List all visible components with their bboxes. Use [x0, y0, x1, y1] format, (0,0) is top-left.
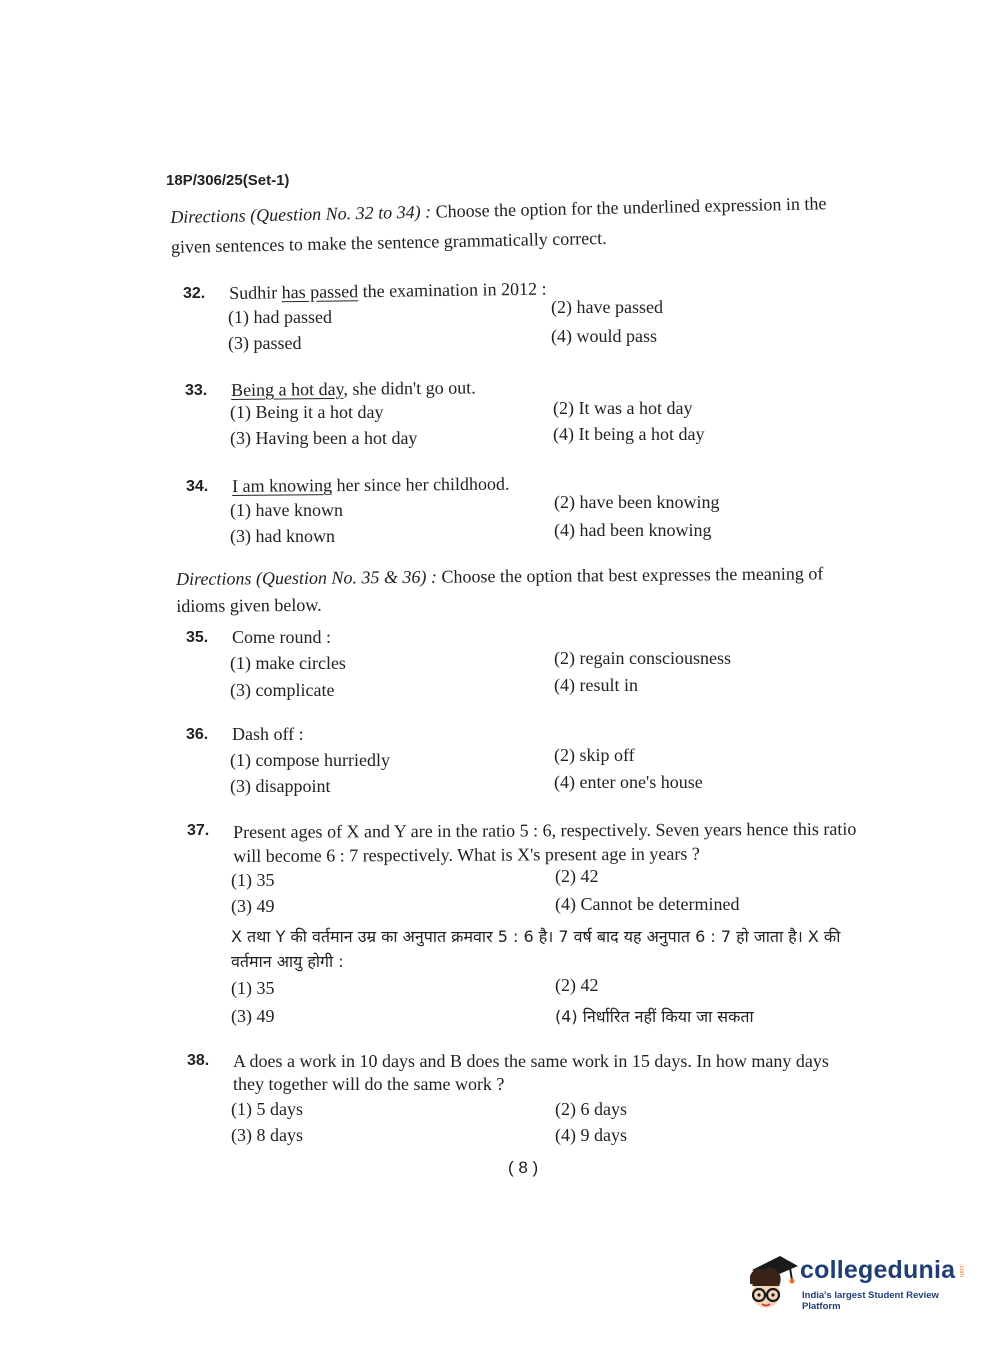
option-1: (1) compose hurriedly	[230, 750, 390, 770]
option-2: (2) regain consciousness	[554, 648, 731, 668]
logo-domain: .com	[958, 1264, 964, 1278]
question-text: Present ages of X and Y are in the ratio 5 : 6, respectively. Seven years hence this ratio will become 6 : 7 respectively. What is X's present age in years ?	[233, 818, 857, 866]
directions-text: Choose the option that best expresses the meaning of idioms given below.	[176, 563, 824, 616]
option-1: (1) 5 days	[231, 1099, 303, 1119]
option-4: (4) would pass	[551, 326, 657, 346]
question-number: 32.	[183, 285, 206, 302]
option-1: (1) 35	[231, 870, 275, 890]
option-3: (3) 49	[231, 896, 275, 916]
option-3: (3) disappoint	[230, 776, 331, 796]
option-4: (4) Cannot be determined	[555, 894, 740, 914]
question-text: I am knowing her since her childhood.	[232, 473, 510, 496]
question-number: 33.	[185, 382, 208, 399]
directions-35-36	[176, 560, 864, 620]
option-2: (2) It was a hot day	[553, 398, 693, 418]
option-4: (4) It being a hot day	[553, 424, 705, 444]
mascot-icon	[742, 1250, 798, 1314]
option-3: (3) Having been a hot day	[230, 428, 418, 448]
underlined-expression: Being a hot day	[231, 378, 344, 400]
question-number: 38.	[187, 1052, 210, 1069]
option-1: (1) had passed	[228, 307, 332, 327]
question-number: 37.	[187, 822, 210, 839]
option-2: (2) 42	[555, 866, 599, 886]
option-3: (3) had known	[230, 526, 335, 546]
hindi-option-4: (4) निर्धारित नहीं किया जा सकता	[555, 1007, 754, 1026]
underlined-expression: has passed	[281, 281, 359, 303]
option-2: (2) have passed	[551, 297, 663, 317]
question-text: Being a hot day, she didn't go out.	[231, 377, 476, 400]
question-text: Sudhir has passed the examination in 2012 :	[229, 278, 547, 303]
hindi-option-2: (2) 42	[555, 975, 599, 995]
option-3: (3) complicate	[230, 680, 335, 700]
question-number: 36.	[186, 726, 209, 743]
option-4: (4) had been knowing	[554, 520, 712, 540]
underlined-expression: I am knowing	[232, 475, 333, 496]
option-4: (4) result in	[554, 675, 638, 695]
option-1: (1) have known	[230, 500, 343, 520]
option-2: (2) skip off	[554, 745, 635, 765]
option-3: (3) passed	[228, 333, 302, 353]
page-number: ( 8 )	[508, 1158, 539, 1177]
question-text: Dash off :	[232, 724, 304, 744]
option-4: (4) enter one's house	[554, 772, 703, 792]
paper-code: 18P/306/25(Set-1)	[166, 172, 290, 189]
directions-text: Choose the option for the underlined expression in the given sentences to make the sentence grammatically correct.	[170, 193, 827, 257]
question-text-hindi: X तथा Y की वर्तमान उम्र का अनुपात क्रमवार 5 : 6 है। 7 वर्ष बाद यह अनुपात 6 : 7 हो जाता है। X की वर्तमान आयु होगी :	[231, 927, 841, 971]
logo-tagline: India's largest Student Review Platform	[802, 1290, 939, 1312]
option-1: (1) Being it a hot day	[230, 402, 384, 422]
logo-wordmark: collegedunia	[800, 1256, 956, 1284]
option-2: (2) have been knowing	[554, 492, 720, 512]
option-4: (4) 9 days	[555, 1125, 627, 1145]
directions-label: Directions (Question No. 35 & 36) :	[176, 566, 438, 589]
collegedunia-logo	[742, 1250, 974, 1320]
question-number: 35.	[186, 629, 209, 646]
option-3: (3) 8 days	[231, 1125, 303, 1145]
directions-32-34	[170, 188, 861, 262]
option-2: (2) 6 days	[555, 1099, 627, 1119]
hindi-option-3: (3) 49	[231, 1006, 275, 1026]
directions-label: Directions (Question No. 32 to 34) :	[170, 201, 432, 227]
hindi-option-1: (1) 35	[231, 978, 275, 998]
question-text: Come round :	[232, 627, 331, 647]
question-text: A does a work in 10 days and B does the same work in 15 days. In how many days they together will do the same work ?	[233, 1051, 829, 1094]
option-1: (1) make circles	[230, 653, 346, 673]
question-number: 34.	[186, 478, 209, 495]
